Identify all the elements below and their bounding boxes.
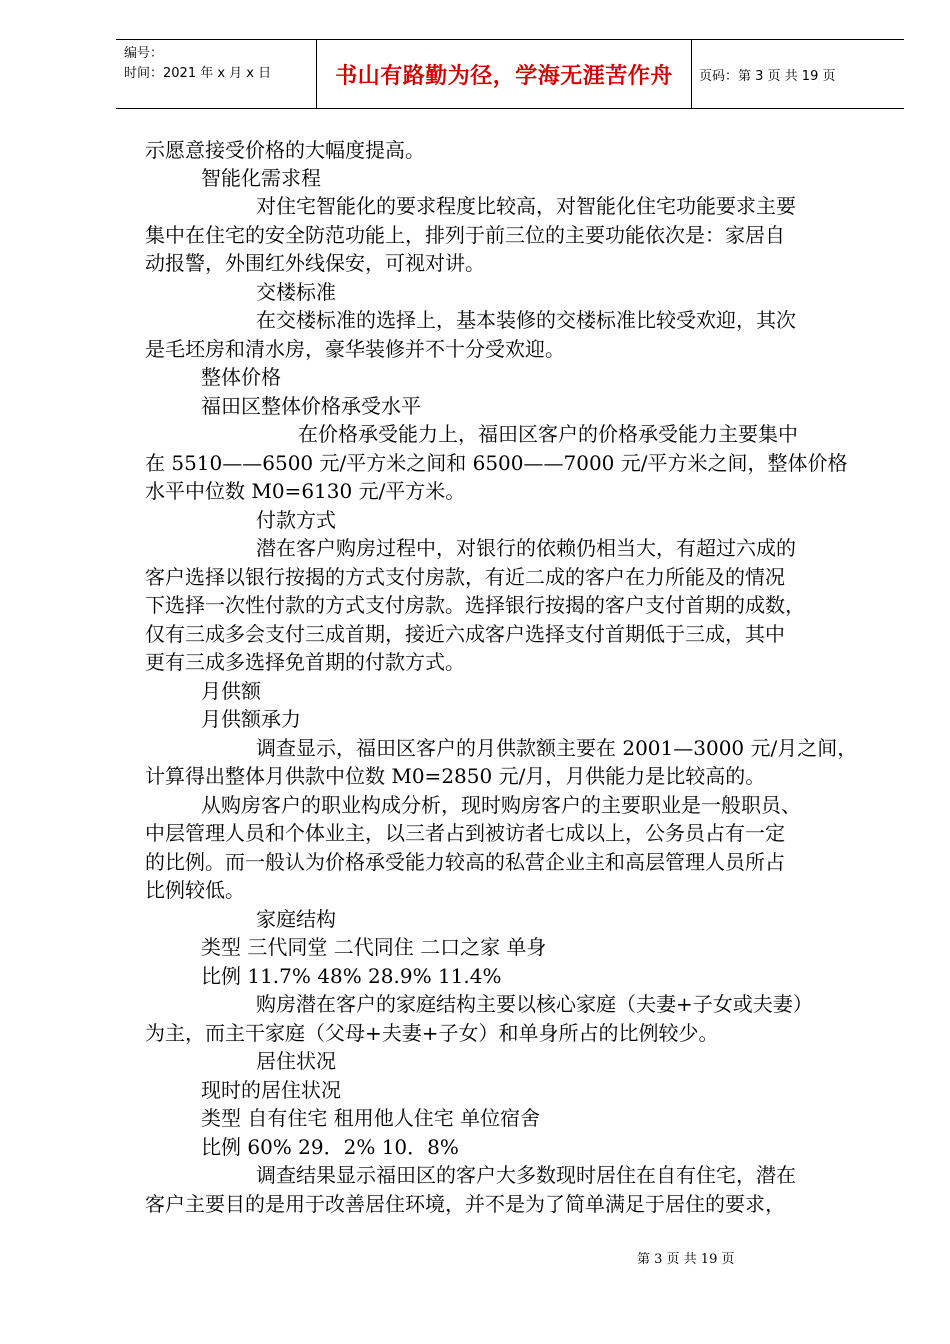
body-line: 水平中位数 M0=6130 元/平方米。	[145, 479, 466, 503]
section-heading: 智能化需求程	[201, 166, 321, 190]
body-line: 更有三成多选择免首期的付款方式。	[145, 650, 465, 674]
body-line: 下选择一次性付款的方式支付房款。选择银行按揭的客户支付首期的成数，	[145, 593, 805, 617]
body-line: 是毛坯房和清水房，豪华装修并不十分受欢迎。	[145, 337, 565, 361]
table-row-type: 类型 三代同堂 二代同住 二口之家 单身	[201, 935, 547, 959]
section-heading: 居住状况	[256, 1049, 336, 1073]
body-line: 客户主要目的是用于改善居住环境，并不是为了简单满足于居住的要求，	[145, 1192, 785, 1216]
header-motto-cell	[316, 40, 692, 108]
header-meta	[116, 40, 316, 108]
body-line: 在交楼标准的选择上，基本装修的交楼标准比较受欢迎，其次	[256, 308, 796, 332]
body-line: 为主，而主干家庭（父母+夫妻+子女）和单身所占的比例较少。	[145, 1021, 719, 1045]
section-heading: 月供额承力	[201, 707, 301, 731]
body-line: 集中在住宅的安全防范功能上，排列于前三位的主要功能依次是：家居自	[145, 223, 785, 247]
body-line: 在 5510——6500 元/平方米之间和 6500——7000 元/平方米之间，整体价格	[145, 451, 848, 475]
section-heading: 现时的居住状况	[201, 1078, 341, 1102]
section-heading: 家庭结构	[256, 907, 336, 931]
body-line: 动报警，外围红外线保安，可视对讲。	[145, 251, 485, 275]
time-label: 时间：2021 年 x 月 x 日	[124, 66, 272, 81]
body-line: 从购房客户的职业构成分析，现时购房客户的主要职业是一般职员、	[201, 793, 801, 817]
table-row-type: 类型 自有住宅 租用他人住宅 单位宿舍	[201, 1106, 541, 1130]
page-info: 页码：第 3 页 共 19 页	[699, 68, 836, 84]
body-line: 潜在客户购房过程中，对银行的依赖仍相当大，有超过六成的	[256, 536, 796, 560]
body-line: 仅有三成多会支付三成首期，接近六成客户选择支付首期低于三成，其中	[145, 622, 785, 646]
section-heading: 交楼标准	[256, 280, 336, 304]
body-line: 比例较低。	[145, 878, 245, 902]
motto: 书山有路勤为径，学海无涯苦作舟	[335, 63, 673, 89]
section-heading: 整体价格	[201, 365, 281, 389]
page-footer: 第 3 页 共 19 页	[637, 1252, 735, 1267]
body-line: 客户选择以银行按揭的方式支付房款，有近二成的客户在力所能及的情况	[145, 565, 785, 589]
number-label: 编号：	[124, 46, 164, 61]
table-row-ratio: 比例 60% 29．2% 10．8%	[201, 1135, 459, 1159]
section-heading: 月供额	[201, 679, 261, 703]
section-heading: 付款方式	[256, 508, 336, 532]
section-heading: 福田区整体价格承受水平	[201, 394, 421, 418]
body-line: 的比例。而一般认为价格承受能力较高的私营企业主和高层管理人员所占	[145, 850, 785, 874]
body-line: 购房潜在客户的家庭结构主要以核心家庭（夫妻+子女或夫妻）	[256, 992, 813, 1016]
body-line: 调查结果显示福田区的客户大多数现时居住在自有住宅，潜在	[256, 1163, 796, 1187]
table-row-ratio: 比例 11.7% 48% 28.9% 11.4%	[201, 964, 502, 988]
body-line: 在价格承受能力上，福田区客户的价格承受能力主要集中	[298, 422, 798, 446]
page-header	[116, 39, 904, 109]
body-line: 计算得出整体月供款中位数 M0=2850 元/月，月供能力是比较高的。	[145, 764, 766, 788]
body-line: 示愿意接受价格的大幅度提高。	[145, 138, 425, 162]
body-line: 调查显示，福田区客户的月供款额主要在 2001—3000 元/月之间，	[256, 736, 858, 760]
body-line: 对住宅智能化的要求程度比较高，对智能化住宅功能要求主要	[256, 194, 796, 218]
header-page-info-cell	[691, 40, 912, 108]
body-line: 中层管理人员和个体业主，以三者占到被访者七成以上，公务员占有一定	[145, 821, 785, 845]
